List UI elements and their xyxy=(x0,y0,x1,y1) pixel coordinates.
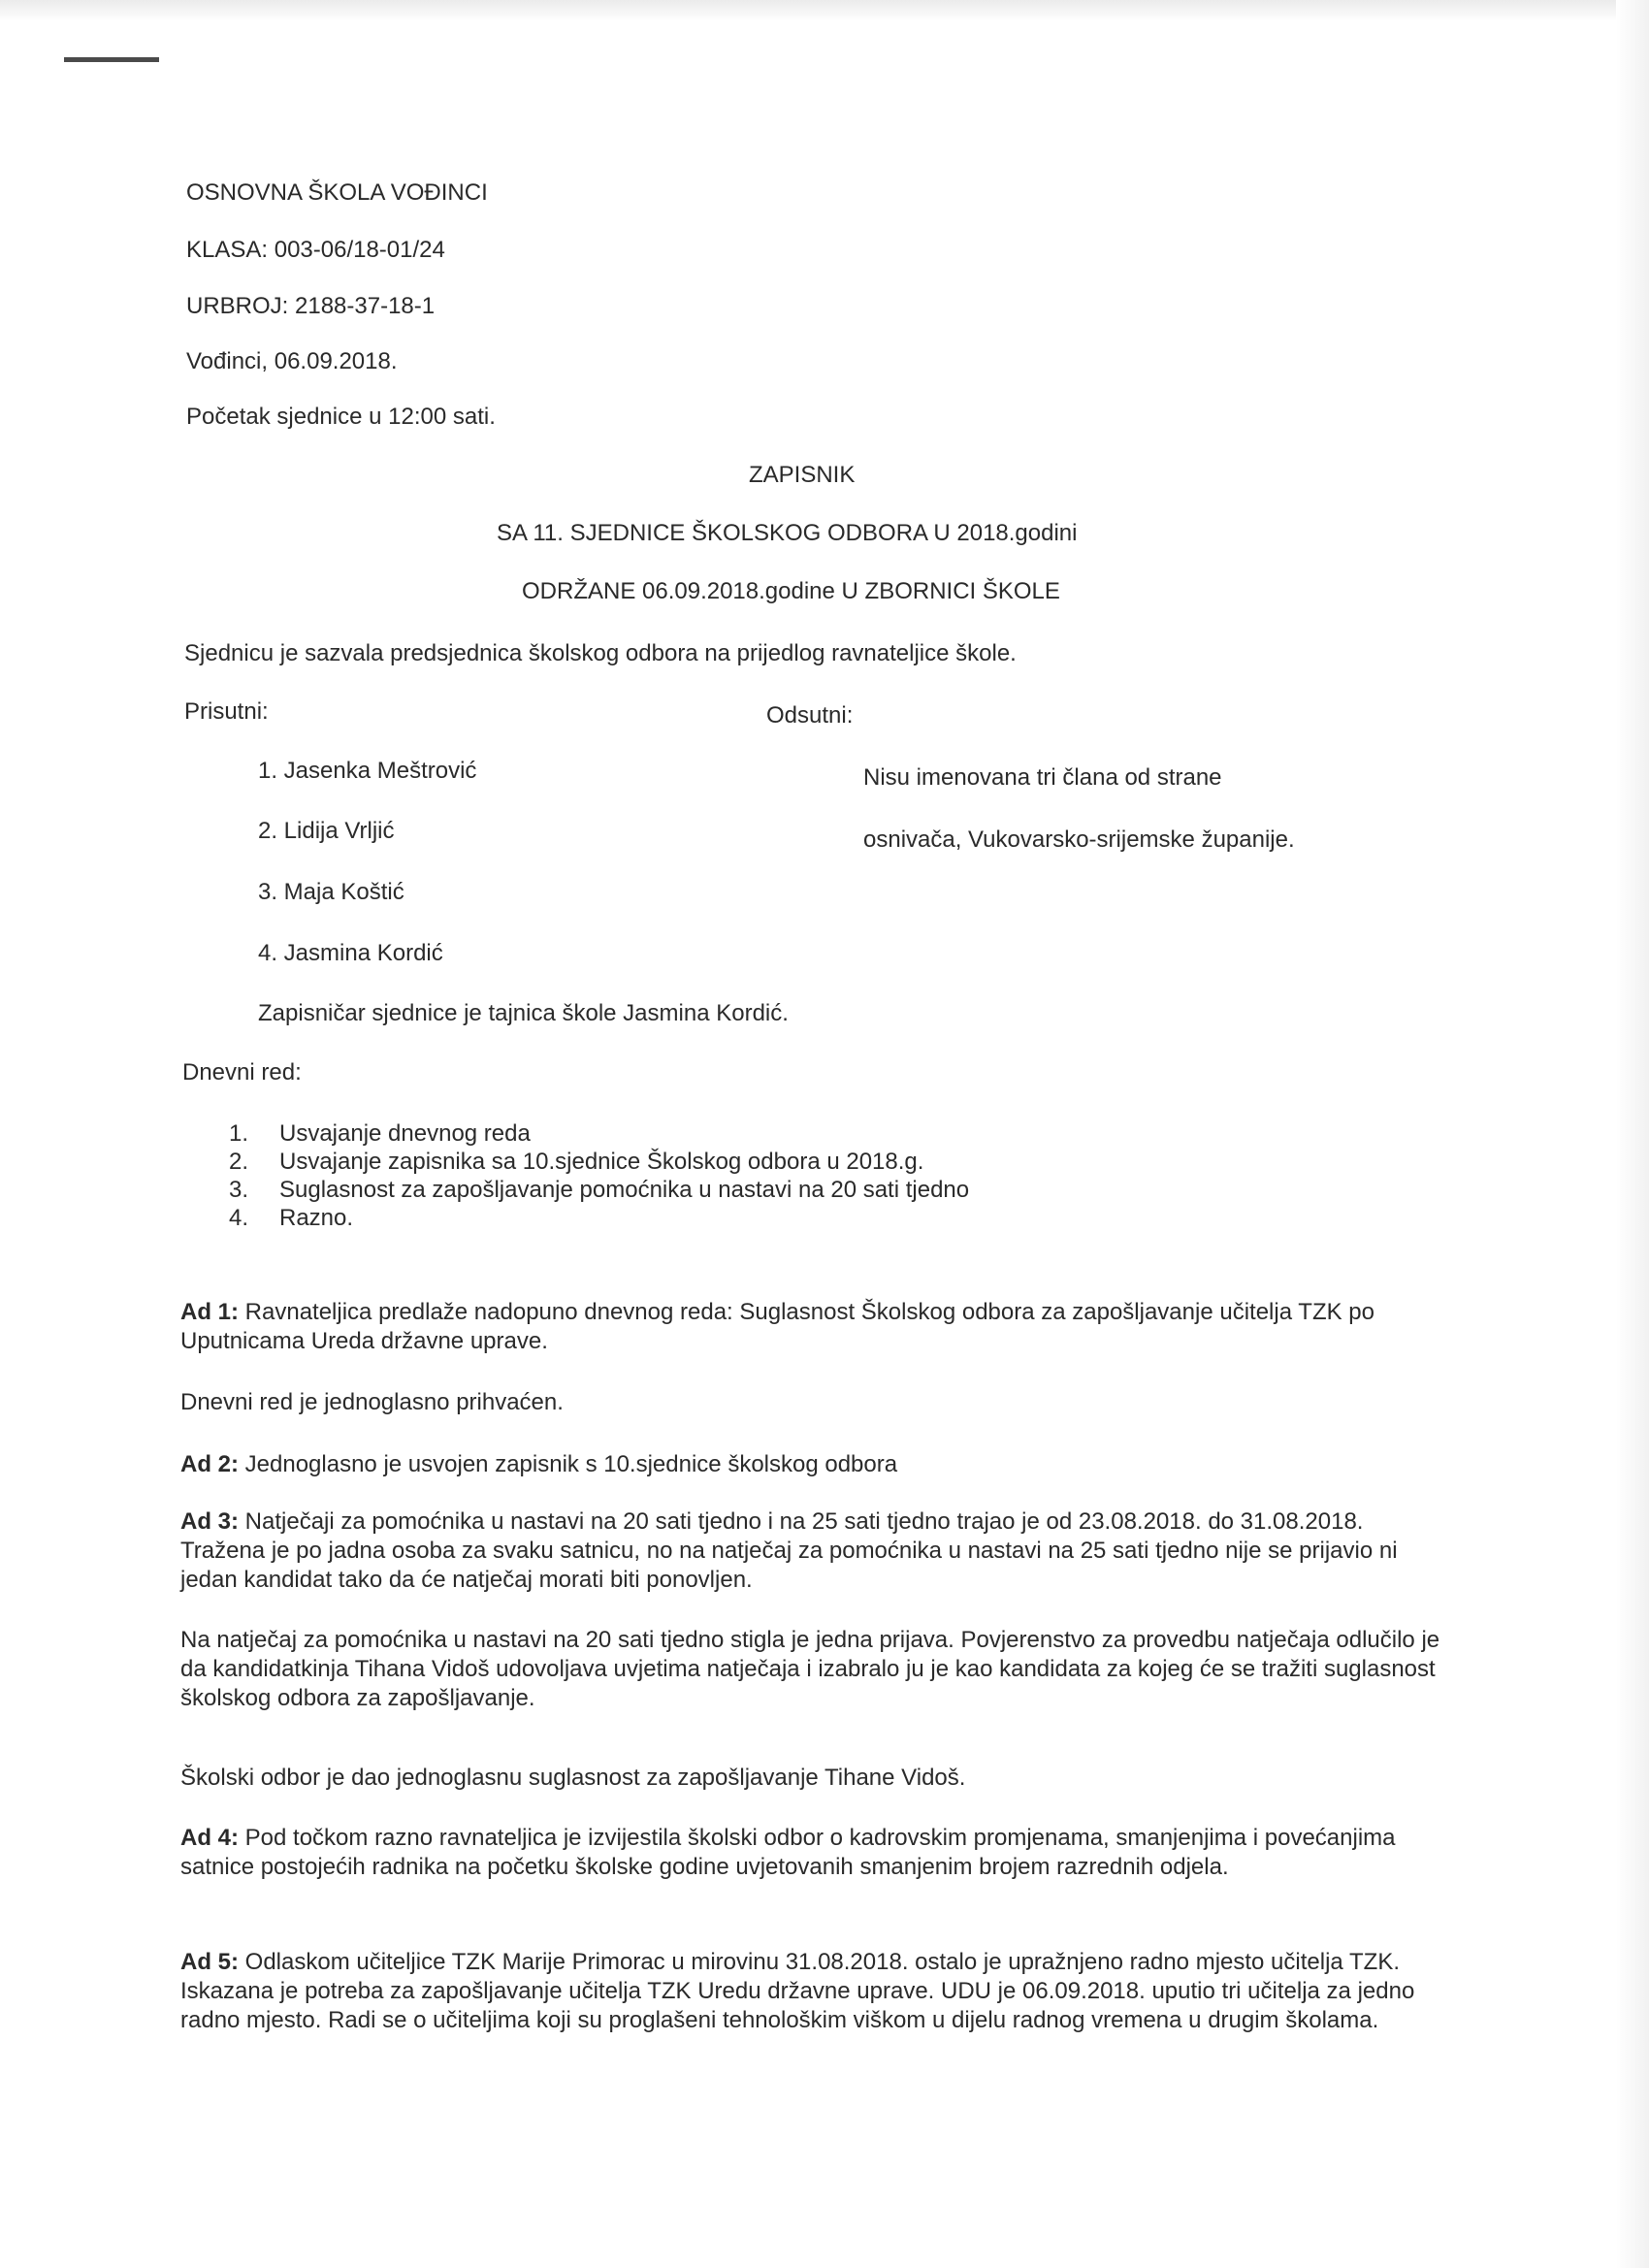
urbroj: URBROJ: 2188-37-18-1 xyxy=(186,293,436,319)
agenda-item-number: 1. xyxy=(228,1120,248,1147)
absent-note-line1: Nisu imenovana tri člana od strane xyxy=(863,764,1222,791)
ad5-text: Odlaskom učiteljice TZK Marije Primorac u mirovinu 31.08.2018. ostalo je upražnjeno radno mjesto učitelja TZK. Iskazana je potreba za zapošljavanje učitelja TZK Uredu državne uprave. UDU je 06.09.2018. uputio tri učitelja za jedno radno mjesto. Radi se o učiteljima koji su proglašeni tehnološkim viškom u dijelu radnog vremena u drugim školama. xyxy=(180,1949,1415,2033)
agenda-item-number: 2. xyxy=(228,1149,248,1175)
ad3-text: Natječaji za pomoćnika u nastavi na 20 sati tjedno i na 25 sati tjedno trajao je od 23.08.2018. do 31.08.2018. Tražena je po jadna osoba za svaku satnicu, no na natječaj za pomoćnika u nastavi na 25 sati tjedno nije se prijavio ni jedan kandidat tako da će natječaj morati biti ponovljen. xyxy=(180,1508,1398,1593)
minutes-ad4 xyxy=(180,1824,1441,1882)
school-name: OSNOVNA ŠKOLA VOĐINCI xyxy=(186,179,488,206)
ad4-text: Pod točkom razno ravnateljica je izvijestila školski odbor o kadrovskim promjenama, smanjenjima i povećanjima satnice postojećih radnika na početku školske godine uvjetovanih smanjenim brojem razrednih odjela. xyxy=(180,1825,1396,1880)
ad5-label: Ad 5: xyxy=(180,1949,239,1975)
minutes-ad3 xyxy=(180,1507,1441,1595)
agenda-label: Dnevni red: xyxy=(182,1059,302,1085)
minutes-ad1 xyxy=(180,1298,1441,1356)
agenda-item-text: Usvajanje dnevnog reda xyxy=(279,1120,531,1147)
absent-note-line2: osnivača, Vukovarsko-srijemske županije. xyxy=(863,826,1295,853)
convened-statement: Sjednicu je sazvala predsjednica školskog odbora na prijedlog ravnateljice škole. xyxy=(184,640,1017,666)
scan-top-shadow xyxy=(0,0,1649,21)
absent-label: Odsutni: xyxy=(766,702,854,729)
ad2-text: Jednoglasno je usvojen zapisnik s 10.sjednice školskog odbora xyxy=(239,1451,898,1477)
present-member: 2. Lidija Vrljić xyxy=(258,818,395,844)
start-time: Početak sjednice u 12:00 sati. xyxy=(186,404,496,430)
agenda-item-text: Razno. xyxy=(279,1205,354,1231)
present-member: 4. Jasmina Kordić xyxy=(258,940,443,966)
klasa: KLASA: 003-06/18-01/24 xyxy=(186,237,445,263)
ad1-result: Dnevni red je jednoglasno prihvaćen. xyxy=(180,1389,564,1415)
scan-right-edge xyxy=(1616,0,1649,2268)
agenda-item-text: Usvajanje zapisnika sa 10.sjednice Školskog odbora u 2018.g. xyxy=(279,1149,924,1175)
recorder-statement: Zapisničar sjednice je tajnica škole Jasmina Kordić. xyxy=(258,1000,789,1026)
agenda-item-number: 4. xyxy=(228,1205,248,1231)
present-label: Prisutni: xyxy=(184,698,269,725)
agenda-item-text: Suglasnost za zapošljavanje pomoćnika u nastavi na 20 sati tjedno xyxy=(279,1177,970,1203)
document-title: ZAPISNIK xyxy=(749,462,856,488)
present-member: 3. Maja Koštić xyxy=(258,879,404,905)
present-member: 1. Jasenka Meštrović xyxy=(258,758,477,784)
minutes-ad2 xyxy=(180,1450,1441,1479)
ad3-result: Školski odbor je dao jednoglasnu suglasnost za zapošljavanje Tihane Vidoš. xyxy=(180,1765,966,1791)
place-date: Vođinci, 06.09.2018. xyxy=(186,348,398,374)
ad3-paragraph-2: Na natječaj za pomoćnika u nastavi na 20 sati tjedno stigla je jedna prijava. Povjerenstvo za provedbu natječaja odlučilo je da kandidatkinja Tihana Vidoš udovoljava uvjetima natječaja i izabralo ju je kao kandidata za kojeg će se tražiti suglasnost školskog odbora za zapošljavanje. xyxy=(180,1627,1440,1711)
document-subtitle-date: ODRŽANE 06.09.2018.godine U ZBORNICI ŠKOLE xyxy=(522,578,1060,604)
ad4-label: Ad 4: xyxy=(180,1825,239,1851)
document-subtitle: SA 11. SJEDNICE ŠKOLSKOG ODBORA U 2018.godini xyxy=(497,520,1078,546)
scan-mark xyxy=(64,57,159,62)
ad3-label: Ad 3: xyxy=(180,1508,239,1535)
ad1-label: Ad 1: xyxy=(180,1299,239,1325)
agenda-item-number: 3. xyxy=(228,1177,248,1203)
ad2-label: Ad 2: xyxy=(180,1451,239,1477)
ad1-text: Ravnateljica predlaže nadopuno dnevnog reda: Suglasnost Školskog odbora za zapošljavanje učitelja TZK po Uputnicama Ureda državne uprave. xyxy=(180,1299,1374,1354)
minutes-ad5 xyxy=(180,1948,1441,2035)
